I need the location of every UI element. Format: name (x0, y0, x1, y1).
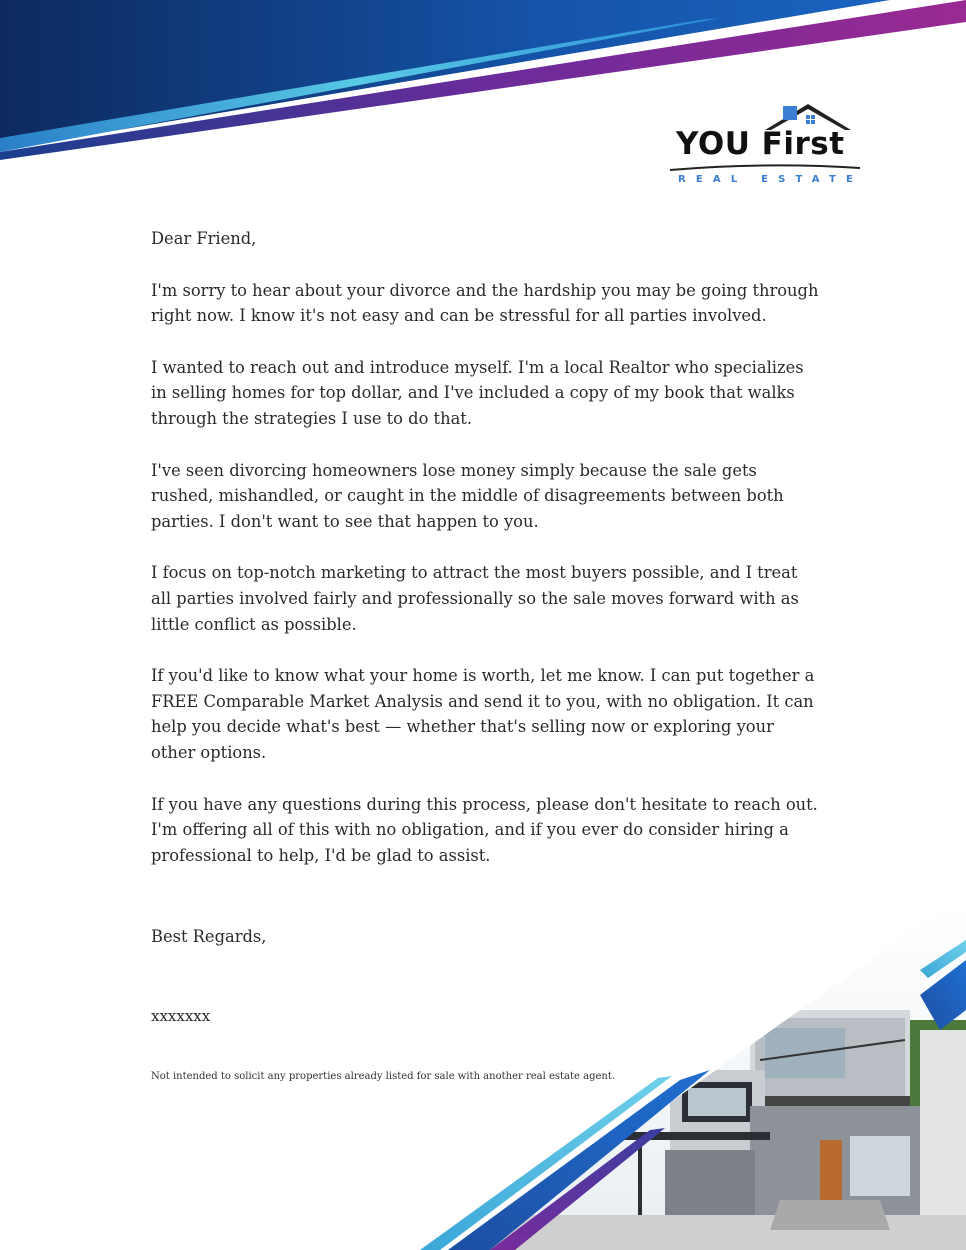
disclaimer-text: Not intended to solicit any properties already listed for sale with another real estate agent. (151, 1071, 616, 1082)
letter-signature: xxxxxxx (151, 1007, 211, 1025)
house-photo (420, 900, 966, 1250)
letter-closing: Best Regards, (151, 927, 267, 946)
company-logo (668, 100, 868, 192)
letter-paragraph: I'm sorry to hear about your divorce and the hardship you may be going through right now. I know it's not easy and can be stressful for all parties involved. (151, 280, 819, 326)
letter-paragraph: If you have any questions during this process, please don't hesitate to reach out. I'm offering all of this with no obligation, and if you ever do consider hiring a professional to help, I'd be glad to assist. (151, 794, 818, 865)
logo-tagline: REAL ESTATE (678, 174, 864, 185)
letter-paragraph: I've seen divorcing homeowners lose money simply because the sale gets rushed, mishandled, or caught in the middle of disagreements between both parties. I don't want to see that happen to you. (151, 460, 784, 531)
letter-paragraph: If you'd like to know what your home is worth, let me know. I can put together a FREE Comparable Market Analysis and send it to you, with no obligation. It can help you decide what's best — whether that's selling now or exploring your other options. (151, 666, 815, 762)
letter-paragraph: I focus on top-notch marketing to attract the most buyers possible, and I treat all parties involved fairly and professionally so the sale moves forward with as little conflict as possible. (151, 563, 799, 634)
letter-body (151, 226, 821, 894)
logo-swoosh (668, 162, 863, 172)
letter-paragraph: I wanted to reach out and introduce myself. I'm a local Realtor who specializes in selling homes for top dollar, and I've included a copy of my book that walks through the strategies I use to do that. (151, 357, 804, 428)
letter-greeting: Dear Friend, (151, 229, 257, 248)
logo-name: YOU First (676, 126, 845, 162)
